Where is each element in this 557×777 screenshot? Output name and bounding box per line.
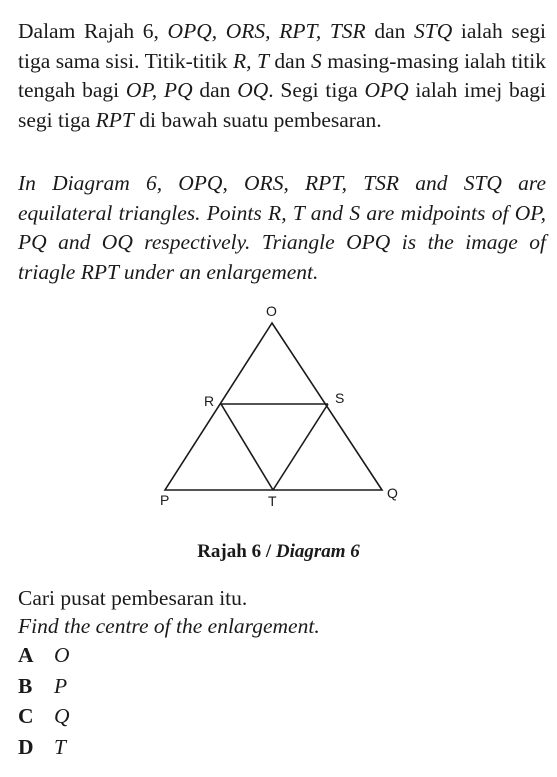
option-letter: B — [18, 673, 33, 698]
option-value: P — [54, 673, 68, 698]
diagram-caption: Rajah 6 / Diagram 6 — [197, 541, 360, 562]
triangle-opq — [165, 323, 382, 490]
option-letter: D — [18, 734, 34, 759]
option-value: Q — [54, 704, 70, 728]
option-value: T — [54, 734, 66, 759]
label-r: R — [204, 393, 215, 409]
label-q: Q — [387, 485, 398, 501]
segment-st — [273, 404, 328, 490]
prompt-english: Find the centre of the enlargement. — [18, 614, 320, 638]
option-a[interactable] — [18, 640, 70, 671]
option-value: O — [54, 643, 70, 667]
label-p: P — [160, 492, 170, 508]
label-s: S — [335, 390, 345, 406]
triangle-svg — [150, 298, 410, 513]
triangle-diagram — [150, 298, 410, 513]
option-d[interactable] — [18, 732, 70, 763]
question-text-english: In Diagram 6, OPQ, ORS, RPT, TSR and STQ are equilateral triangles. Points R, T and S are midpoints of OP, PQ and OQ respectively. Triangle OPQ is the image of triagle RPT under an enlargement. — [18, 171, 546, 284]
question-text-malay: Dalam Rajah 6, OPQ, ORS, RPT, TSR dan STQ ialah segi tiga sama sisi. Titik-titik R, T dan S masing-masing ialah titik tengah bagi OP, PQ dan OQ. Segi tiga OPQ ialah imej bagi segi tiga RPT di bawah suatu pembesaran. — [18, 19, 546, 132]
option-letter: C — [18, 704, 34, 728]
answer-options — [18, 640, 70, 762]
label-t: T — [268, 493, 277, 509]
label-o: O — [266, 303, 277, 319]
prompt-malay: Cari pusat pembesaran itu. — [18, 586, 248, 610]
segment-rt — [221, 404, 273, 490]
option-letter: A — [18, 643, 34, 667]
option-b[interactable] — [18, 671, 70, 702]
option-c[interactable] — [18, 701, 70, 732]
